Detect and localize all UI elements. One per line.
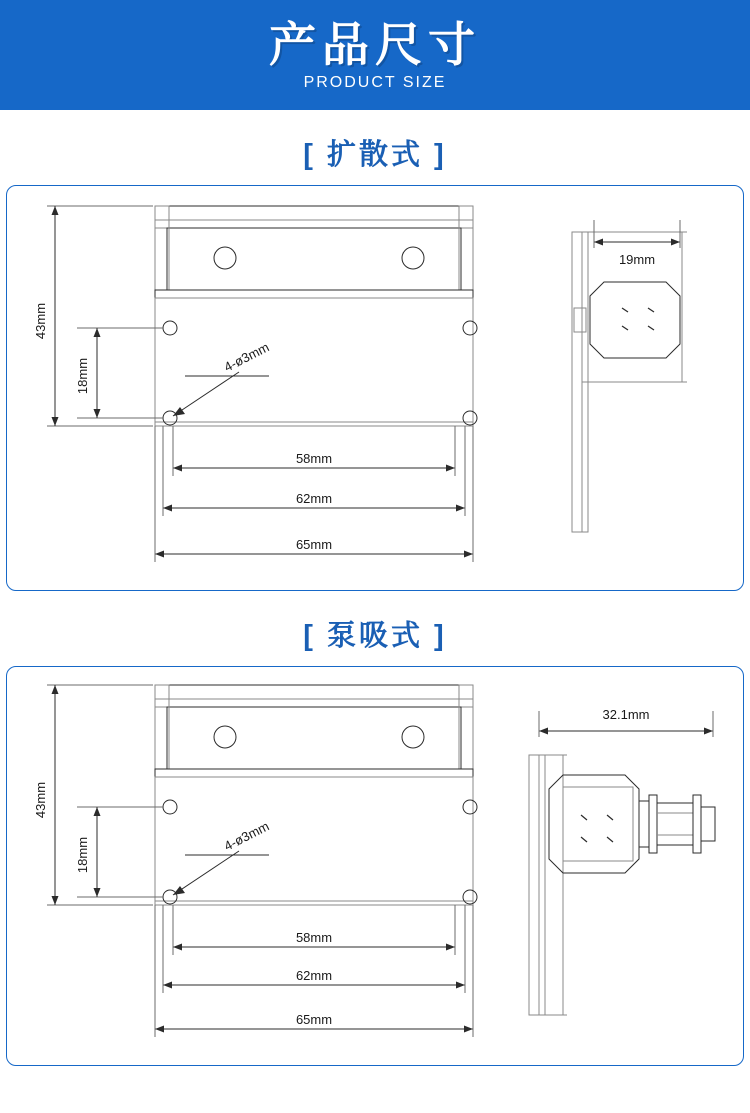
drawing-panel-diffusion <box>6 185 744 591</box>
dim-hole-note: 4-ø3mm <box>221 818 272 854</box>
dim-width-mid: 62mm <box>295 491 333 506</box>
dim-hole-note: 4-ø3mm <box>221 339 272 375</box>
drawing-panel-pump <box>6 666 744 1066</box>
page-subtitle: PRODUCT SIZE <box>303 74 447 91</box>
section-title-diffusion: [ 扩散式 ] <box>303 139 447 171</box>
dim-height-hole: 18mm <box>75 836 90 874</box>
dim-width-outer: 65mm <box>295 537 333 552</box>
section-title-pump: [ 泵吸式 ] <box>303 620 447 652</box>
drawing-diffusion <box>7 186 743 589</box>
drawing-pump <box>7 667 743 1064</box>
dim-width-mid: 62mm <box>295 968 333 983</box>
dim-width-inner: 58mm <box>295 451 333 466</box>
dim-height-hole: 18mm <box>75 357 90 395</box>
dim-side-depth: 19mm <box>618 252 656 267</box>
dim-height-total: 43mm <box>33 781 48 819</box>
page-title: 产品尺寸 <box>269 18 481 71</box>
page-header <box>0 0 750 110</box>
dim-width-inner: 58mm <box>295 930 333 945</box>
dim-side-depth: 32.1mm <box>602 707 650 722</box>
dim-width-outer: 65mm <box>295 1012 333 1027</box>
dim-height-total: 43mm <box>33 302 48 340</box>
